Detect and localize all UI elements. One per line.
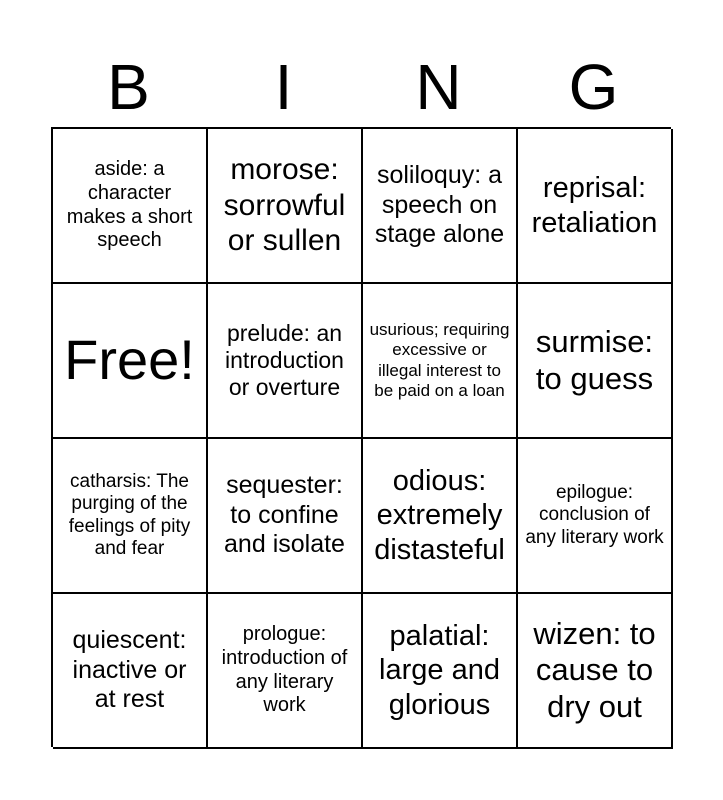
header-letter-n: N — [415, 51, 462, 123]
cell-text: palatial: large and glorious — [379, 620, 500, 721]
bingo-cell-r3c1[interactable] — [53, 439, 208, 594]
bingo-cell-r4c2[interactable] — [208, 594, 363, 749]
bingo-cell-r2c1[interactable] — [53, 284, 208, 439]
bingo-cell-r2c3[interactable] — [363, 284, 518, 439]
bingo-grid — [51, 127, 671, 747]
bingo-cell-r4c4[interactable] — [518, 594, 673, 749]
cell-text: usurious; requiring excessive or illegal interest to be paid on a loan — [369, 320, 510, 400]
bingo-header — [51, 48, 671, 126]
cell-text: surmise: to guess — [535, 323, 654, 396]
header-letter-i: I — [274, 51, 293, 123]
bingo-cell-r1c3[interactable] — [363, 129, 518, 284]
cell-text: epilogue: conclusion of any literary work — [525, 481, 664, 548]
bingo-cell-r4c1[interactable] — [53, 594, 208, 749]
cell-text: prologue: introduction of any literary work — [221, 623, 348, 717]
bingo-cell-r3c3[interactable] — [363, 439, 518, 594]
cell-text: soliloquy: a speech on stage alone — [374, 161, 505, 249]
bingo-cell-r1c4[interactable] — [518, 129, 673, 284]
cell-text: sequester: to confine and isolate — [224, 471, 345, 559]
header-letter-g: G — [568, 51, 619, 123]
bingo-cell-r4c3[interactable] — [363, 594, 518, 749]
cell-text: prelude: an introduction or overture — [225, 319, 344, 401]
bingo-cell-r1c1[interactable] — [53, 129, 208, 284]
cell-text: reprisal: retaliation — [531, 172, 658, 239]
cell-text: morose: sorrowful or sullen — [223, 153, 346, 258]
bingo-cell-r2c4[interactable] — [518, 284, 673, 439]
cell-text: quiescent: inactive or at rest — [72, 626, 187, 714]
cell-text: aside: a character makes a short speech — [66, 158, 193, 252]
cell-text: odious: extremely distasteful — [374, 465, 505, 566]
cell-text: wizen: to cause to dry out — [533, 615, 656, 724]
bingo-cell-r2c2[interactable] — [208, 284, 363, 439]
bingo-cell-r1c2[interactable] — [208, 129, 363, 284]
header-letter-b: B — [107, 51, 150, 123]
free-space-text: Free! — [64, 328, 195, 392]
cell-text: catharsis: The purging of the feelings of pity and fear — [68, 470, 191, 559]
bingo-cell-r3c4[interactable] — [518, 439, 673, 594]
bingo-cell-r3c2[interactable] — [208, 439, 363, 594]
